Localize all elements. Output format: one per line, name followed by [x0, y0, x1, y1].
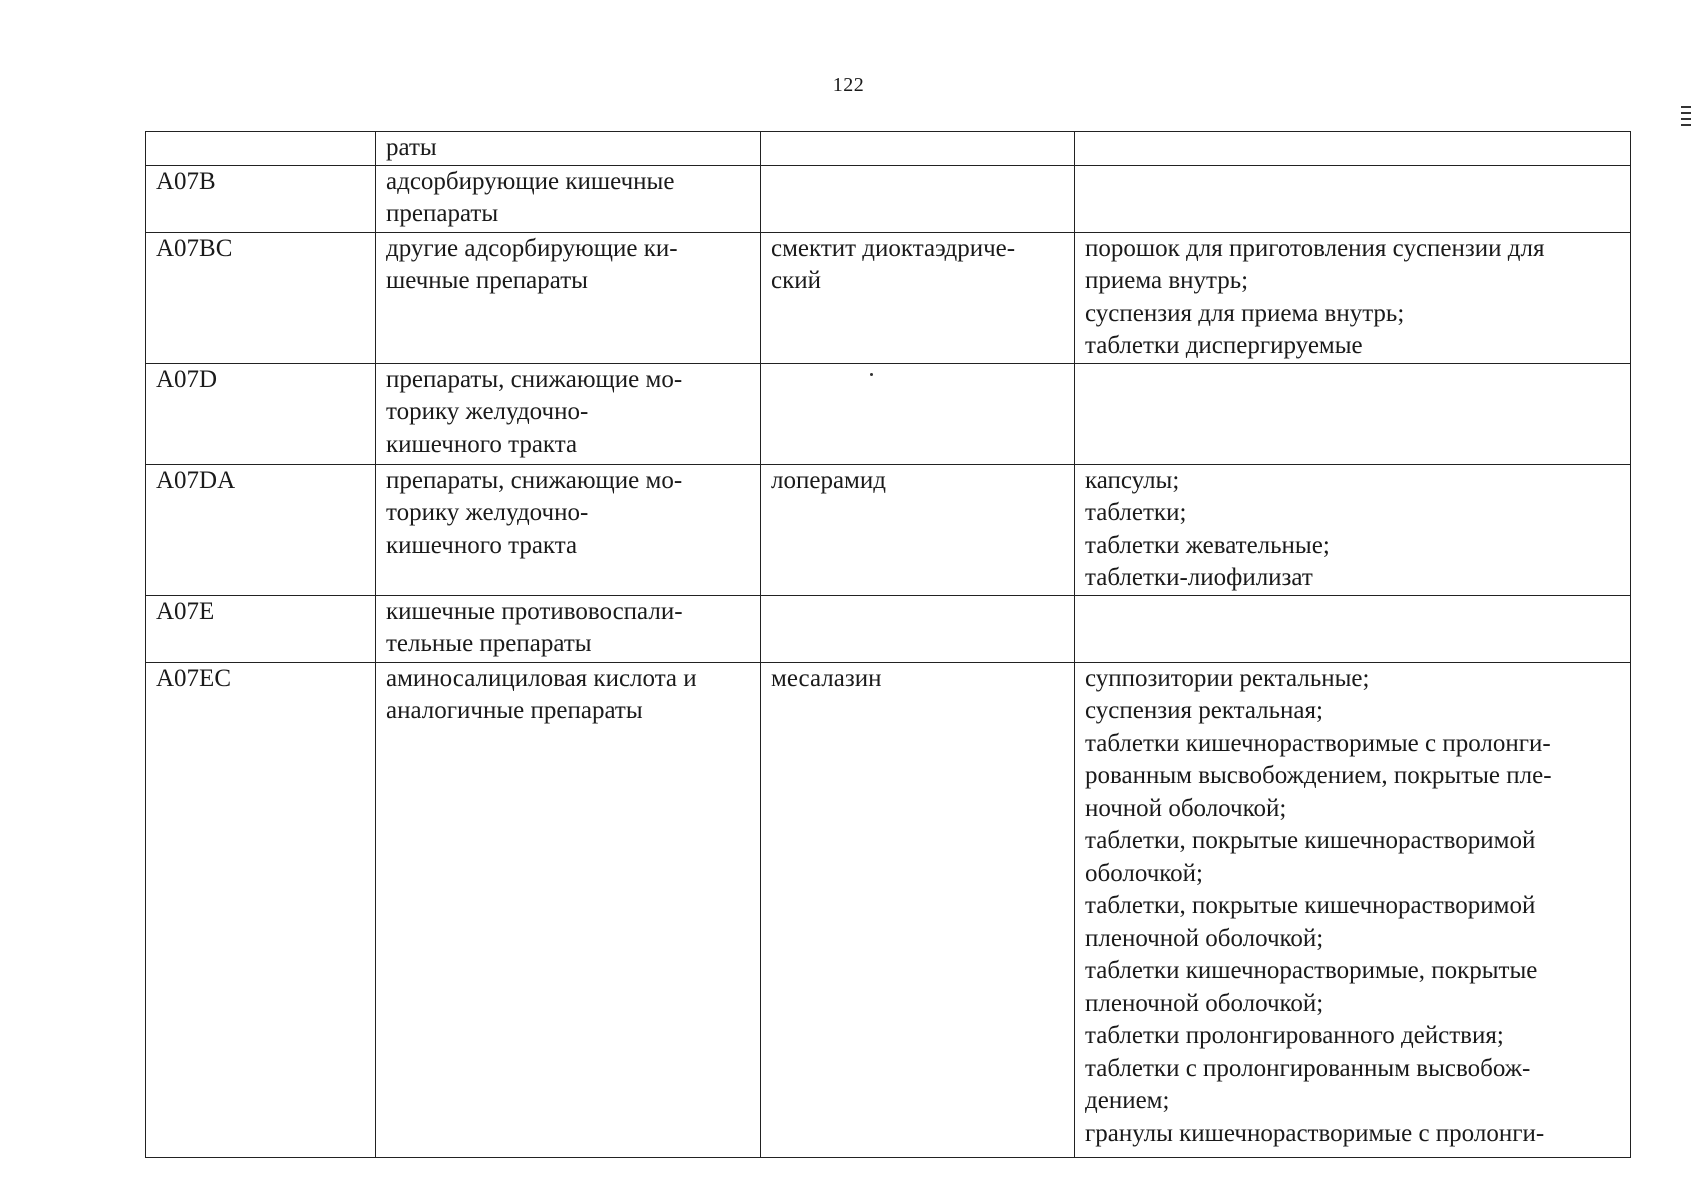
- group-name-cell: аминосалициловая кислота и аналогичные препараты: [376, 662, 761, 1157]
- substance-cell: [761, 165, 1075, 232]
- substance-cell: [761, 132, 1075, 166]
- drug-table: [145, 131, 1631, 1158]
- dosage-forms-cell: [1075, 165, 1631, 232]
- atc-code-cell: A07E: [146, 595, 376, 662]
- group-name-cell: кишечные противовоспали- тельные препараты: [376, 595, 761, 662]
- atc-code-cell: A07DA: [146, 464, 376, 595]
- binding-marks: [1681, 106, 1693, 130]
- substance-cell: месалазин: [761, 662, 1075, 1157]
- group-name-cell: другие адсорбирующие ки- шечные препараты: [376, 232, 761, 363]
- group-name-cell: раты: [376, 132, 761, 166]
- substance-cell: смектит диоктаэдриче- ский: [761, 232, 1075, 363]
- dosage-forms-cell: суппозитории ректальные; суспензия ректальная; таблетки кишечнорастворимые с пролонги- рованным высвобождением, покрытые пле- ночной оболочкой; таблетки, покрытые кишечнорастворимой оболочкой; таблетки, покрытые кишечнорастворимой пленочной оболочкой; таблетки кишечнорастворимые, покрытые пленочной оболочкой; таблетки пролонгированного действия; таблетки с пролонгированным высвобож- дением; гранулы кишечнорастворимые с пролонги-: [1075, 662, 1631, 1157]
- table-row: [146, 464, 1631, 595]
- page-number: 122: [832, 74, 865, 96]
- dosage-forms-cell: [1075, 132, 1631, 166]
- atc-code-cell: [146, 132, 376, 166]
- table-row: [146, 132, 1631, 166]
- atc-code-cell: A07EC: [146, 662, 376, 1157]
- table-row: [146, 662, 1631, 1157]
- dosage-forms-cell: порошок для приготовления суспензии для приема внутрь; суспензия для приема внутрь; таблетки диспергируемые: [1075, 232, 1631, 363]
- table-row: [146, 595, 1631, 662]
- substance-cell: [761, 363, 1075, 464]
- atc-code-cell: A07B: [146, 165, 376, 232]
- dosage-forms-cell: капсулы; таблетки; таблетки жевательные; таблетки-лиофилизат: [1075, 464, 1631, 595]
- atc-code-cell: A07D: [146, 363, 376, 464]
- table-row: [146, 363, 1631, 464]
- atc-code-cell: A07BC: [146, 232, 376, 363]
- dosage-forms-cell: [1075, 595, 1631, 662]
- table-row: [146, 232, 1631, 363]
- group-name-cell: препараты, снижающие мо- торику желудочно- кишечного тракта: [376, 363, 761, 464]
- substance-cell: лоперамид: [761, 464, 1075, 595]
- group-name-cell: адсорбирующие кишечные препараты: [376, 165, 761, 232]
- dosage-forms-cell: [1075, 363, 1631, 464]
- group-name-cell: препараты, снижающие мо- торику желудочно- кишечного тракта: [376, 464, 761, 595]
- table-row: [146, 165, 1631, 232]
- substance-cell: [761, 595, 1075, 662]
